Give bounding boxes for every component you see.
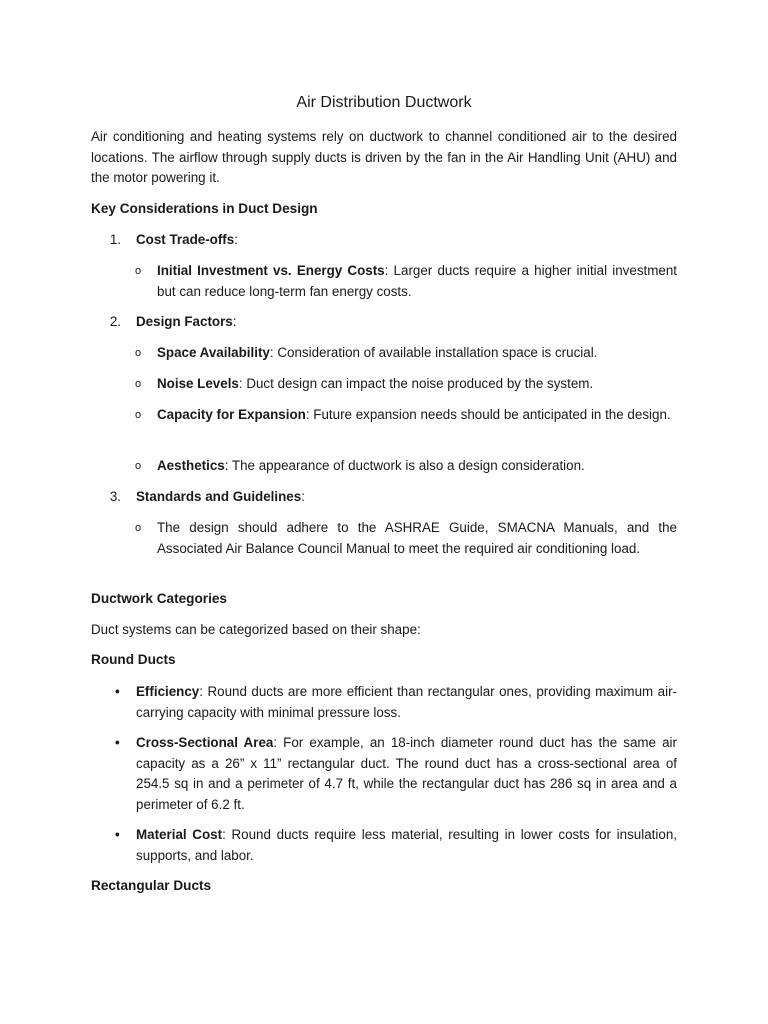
intro-paragraph: Air conditioning and heating systems rely on ductwork to channel conditioned air to the desired locations. The airflow through supply ducts is driven by the fan in the Air Handling Unit (AHU) and the motor powering it. — [91, 129, 677, 186]
sub-bullet-marker: o — [135, 522, 142, 534]
document-page: Air Distribution Ductwork Air conditioning and heating systems rely on ductwork to channel conditioned air to the desired locations. The airflow through supply ducts is driven by the fan in the Air Handling Unit (AHU) and the motor powering it. Key Considerations in Duct Design 1. Cost Trade-offs: o Initial Investment vs. Energy Costs: Larger ducts require a higher initial investment but can reduce long-term fan energy costs. 2. Design Factors: o Space Availability: Consideration of available installation space is crucial. o Noise Levels: Duct design can impact the noise produced by the system. o Capacity for Expansion: Future expansion needs should be anticipated in the design. o Aesthetics: The appearance of ductwork is also a design consideration. 3. Standards and Guidelines: o The design should adhere to the ASHRAE Guide, SMACNA Manuals, and the Associated Air Balance Council Manual to meet the required air conditioning load. Ductwork Categories Duct systems can be categorized based on their shape: Round Ducts • Efficiency: Round ducts are more efficient than rectangular ones, providing maximum air-carrying capacity with minimal pressure loss. • Cross-Sectional Area: For example, an 18-inch diameter round duct has the same air capacity as a 26” x 11” rectangular duct. The round duct has a cross-sectional area of 254.5 sq in and a perimeter of 4.7 ft, while the rectangular duct has 286 sq in area and a perimeter of 6.2 ft. • Material Cost: Round ducts require less material, resulting in lower costs for insulation, supports, and labor. Rectangular Ducts — [0, 0, 768, 1024]
item-label: Design Factors: — [136, 314, 237, 329]
item-label: Cost Trade-offs: — [136, 232, 238, 247]
item-label: Standards and Guidelines: — [136, 489, 305, 504]
section-heading-rectangular-ducts: Rectangular Ducts — [91, 878, 212, 893]
categories-paragraph: Duct systems can be categorized based on their shape: — [91, 622, 421, 637]
bullet-marker: • — [115, 684, 120, 699]
bullet-marker: • — [115, 827, 120, 842]
item-number: 3. — [109, 489, 121, 504]
section-heading-ductwork-categories: Ductwork Categories — [91, 591, 227, 606]
section-heading-round-ducts: Round Ducts — [91, 652, 176, 667]
item-number: 2. — [109, 314, 121, 329]
sub-bullet-marker: o — [135, 460, 142, 472]
sub-bullet-marker: o — [135, 265, 142, 277]
sub-bullet-marker: o — [135, 378, 142, 390]
section-heading-key-considerations: Key Considerations in Duct Design — [91, 201, 318, 216]
bullet-marker: • — [115, 735, 120, 750]
item-number: 1. — [109, 232, 121, 247]
sub-bullet-marker: o — [135, 409, 142, 421]
sub-bullet-marker: o — [135, 347, 142, 359]
page-title: Air Distribution Ductwork — [296, 94, 472, 111]
